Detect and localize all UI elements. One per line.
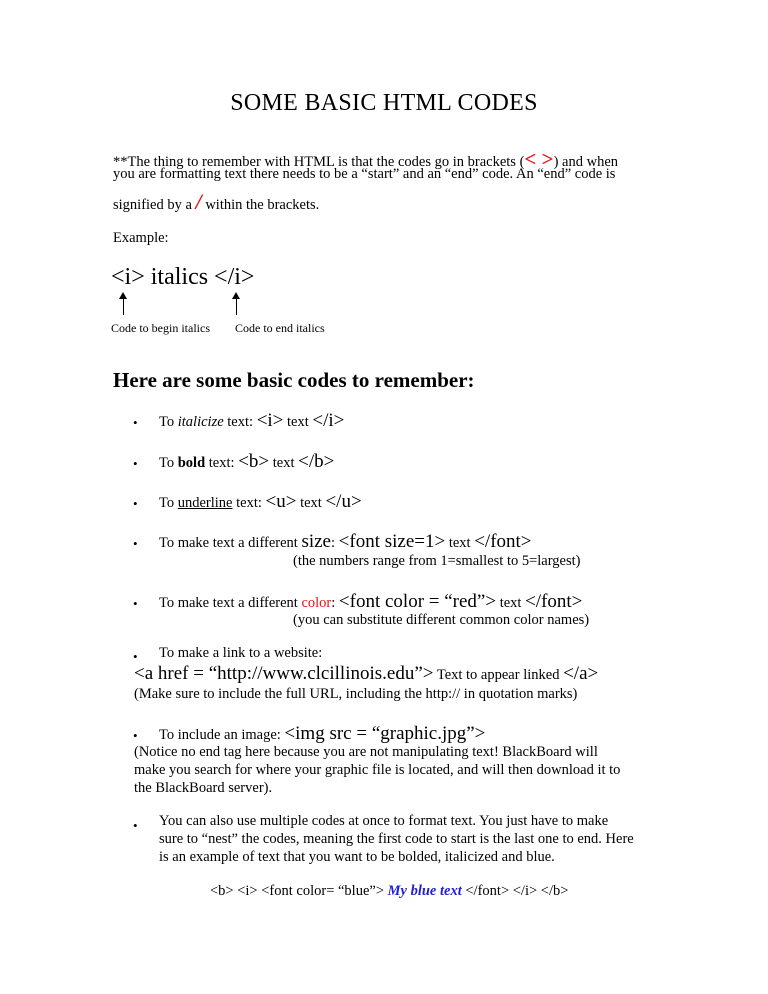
code-close: </b> <box>298 451 335 472</box>
nest-line-3: is an example of text that you want to be bolded, italicized and blue. <box>159 849 555 865</box>
item-text: : <box>331 535 339 551</box>
link-code <box>134 663 598 685</box>
code-open: <b> <box>238 451 270 472</box>
nest-example <box>210 883 568 900</box>
item-underline <box>159 491 362 513</box>
example-code: <i> italics </i> <box>111 264 255 290</box>
item-text: To make text a different <box>159 535 302 551</box>
intro-line-2: you are formatting text there needs to be a “start” and an “end” code. An “end” code is <box>113 166 616 182</box>
image-note-line-1: (Notice no end tag here because you are not manipulating text! BlackBoard will <box>134 744 598 760</box>
intro-text: ) and when <box>553 154 619 170</box>
arrow-shaft <box>236 298 237 315</box>
code-open: <a href = “http://www.clcillinois.edu”> <box>134 663 434 684</box>
item-text: Text to appear linked <box>433 667 564 683</box>
item-text: To <box>159 414 178 430</box>
item-link: To make a link to a website: <box>159 645 323 661</box>
size-note: (the numbers range from 1=smallest to 5=largest) <box>293 553 581 569</box>
example-label: Example: <box>113 230 169 246</box>
code-close: </font> <box>474 531 532 552</box>
item-color <box>159 591 582 613</box>
image-note-line-3: the BlackBoard server). <box>134 780 273 796</box>
item-text: text: <box>205 455 239 471</box>
item-text: text <box>283 414 313 430</box>
link-note: (Make sure to include the full URL, including the http:// in quotation marks) <box>134 686 578 702</box>
item-text: text <box>296 495 326 511</box>
section-heading: Here are some basic codes to remember: <box>113 368 475 392</box>
code-close: </font> <box>525 591 583 612</box>
code-close: </i> <box>312 410 345 431</box>
item-keyword: bold <box>177 455 206 471</box>
code-open: <u> <box>265 491 297 512</box>
image-note-line-2: make you search for where your graphic file is located, and will then download it to <box>134 762 621 778</box>
blue-text-sample: My blue text <box>387 883 462 899</box>
bullet-icon: • <box>133 728 138 743</box>
item-text: text <box>269 455 299 471</box>
item-text: : <box>331 595 339 611</box>
nest-line-1: You can also use multiple codes at once to format text. You just have to make <box>159 813 609 829</box>
item-text: text <box>445 535 475 551</box>
code-open: <img src = “graphic.jpg”> <box>284 723 486 744</box>
code-open: <font size=1> <box>338 531 446 552</box>
code-open: <b> <i> <font color= “blue”> <box>210 883 388 899</box>
bullet-icon: • <box>133 496 138 511</box>
brackets-glyph: < > <box>524 147 554 171</box>
item-text: text: <box>232 495 266 511</box>
intro-text: **The thing to remember with HTML is that the codes go in brackets ( <box>113 154 525 170</box>
item-bold <box>159 451 334 473</box>
code-close: </u> <box>325 491 362 512</box>
color-note: (you can substitute different common color names) <box>293 612 590 628</box>
code-open: <font color = “red”> <box>338 591 497 612</box>
bullet-icon: • <box>133 456 138 471</box>
intro-text: signified by a <box>113 197 196 213</box>
slash-glyph: / <box>195 189 202 214</box>
item-keyword: color <box>301 595 332 611</box>
arrow-shaft <box>123 298 124 315</box>
item-text: To <box>159 495 178 511</box>
bullet-icon: • <box>133 649 138 664</box>
item-text: To make text a different <box>159 595 302 611</box>
page-title: SOME BASIC HTML CODES <box>230 90 538 116</box>
item-keyword: size <box>301 531 331 552</box>
item-text: text: <box>223 414 257 430</box>
code-close: </a> <box>563 663 599 684</box>
intro-text: within the brackets. <box>201 197 320 213</box>
item-italicize <box>159 410 344 432</box>
bullet-icon: • <box>133 818 138 833</box>
bullet-icon: • <box>133 415 138 430</box>
item-text: To include an image: <box>159 727 285 743</box>
end-italics-note: Code to end italics <box>235 321 325 335</box>
item-text: text <box>496 595 526 611</box>
nest-line-2: sure to “nest” the codes, meaning the first code to start is the last one to end. Here <box>159 831 634 847</box>
item-image <box>159 723 485 745</box>
bullet-icon: • <box>133 536 138 551</box>
code-open: <i> <box>256 410 284 431</box>
item-text: To <box>159 455 178 471</box>
item-size <box>159 531 532 553</box>
code-close: </font> </i> </b> <box>461 883 569 899</box>
bullet-icon: • <box>133 596 138 611</box>
item-keyword: italicize <box>177 414 224 430</box>
item-keyword: underline <box>177 495 233 511</box>
intro-line-3 <box>113 189 319 215</box>
begin-italics-note: Code to begin italics <box>111 321 210 335</box>
